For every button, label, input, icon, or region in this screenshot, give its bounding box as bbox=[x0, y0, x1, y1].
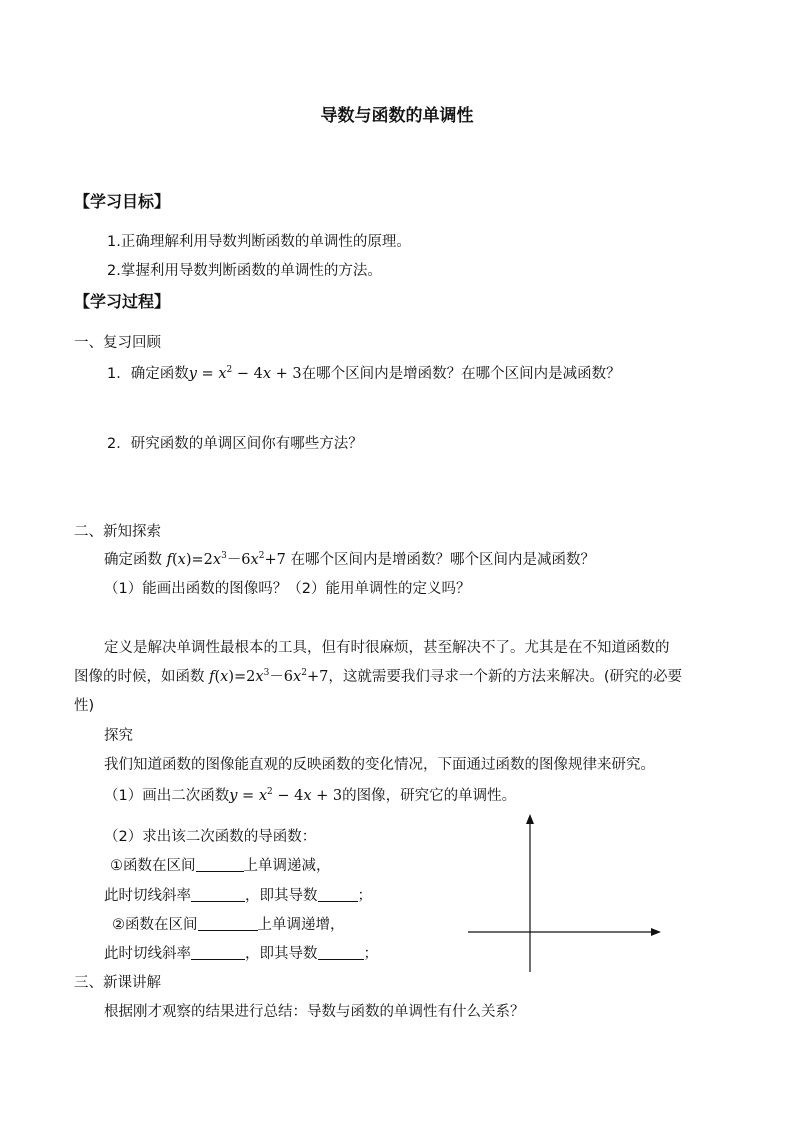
increasing-slope-line: 此时切线斜率 ，即其导数 ； bbox=[104, 946, 378, 962]
definition-paragraph-line-2: 图像的时候，如函数 $f(x)=2x^3-6x^2+7$，这就需要我们寻求一个新的方法来解决。(研究的必要 bbox=[74, 668, 682, 685]
review-q1-formula: $y = x^2 - 4x + 3$ bbox=[188, 365, 302, 382]
slope-blank[interactable] bbox=[191, 944, 245, 960]
explore-formula: $f(x)=2x^3-6x^2+7$ bbox=[166, 551, 286, 568]
derivative-blank[interactable] bbox=[318, 944, 364, 960]
coordinate-axes bbox=[460, 812, 670, 977]
review-q1-suffix: 在哪个区间内是增函数？在哪个区间内是减函数？ bbox=[301, 366, 621, 382]
decreasing-slope-line: 此时切线斜率 ，即其导数 ； bbox=[104, 888, 372, 904]
task-2: （2）求出该二次函数的导函数： bbox=[104, 829, 317, 845]
review-q1-prefix: 1．确定函数 bbox=[107, 366, 189, 382]
x-axis-arrow-icon bbox=[651, 928, 661, 936]
decreasing-line: ①函数在区间 上单调递减， bbox=[110, 858, 331, 874]
y-axis-arrow-icon bbox=[526, 814, 534, 824]
explore-line-2: （1）能画出函数的图像吗？（2）能用单调性的定义吗？ bbox=[104, 581, 471, 597]
definition-paragraph-line-3: 性) bbox=[74, 698, 95, 714]
paragraph-formula: $f(x)=2x^3-6x^2+7$ bbox=[209, 668, 329, 685]
interval-blank[interactable] bbox=[198, 915, 258, 931]
task1-formula: $y = x^2 - 4x + 3$ bbox=[229, 787, 343, 804]
learning-process-heading: 【学习过程】 bbox=[74, 292, 171, 311]
interval-blank[interactable] bbox=[196, 856, 244, 872]
review-question-1 bbox=[107, 364, 621, 384]
derivative-blank[interactable] bbox=[318, 886, 358, 902]
lecture-text: 根据刚才观察的结果进行总结：导数与函数的单调性有什么关系？ bbox=[104, 1004, 525, 1020]
increasing-line: ②函数在区间 上单调递增， bbox=[112, 917, 345, 933]
probe-text: 我们知道函数的图像能直观的反映函数的变化情况，下面通过函数的图像规律来研究。 bbox=[104, 757, 655, 773]
definition-paragraph-line-1: 定义是解决单调性最根本的工具，但有时很麻烦，甚至解决不了。尤其是在不知道函数的 bbox=[104, 640, 670, 656]
task-1: （1）画出二次函数$y = x^2 - 4x + 3$的图像，研究它的单调性。 bbox=[104, 787, 517, 804]
explore-line-1: 确定函数 $f(x)=2x^3-6x^2+7$ 在哪个区间内是增函数？哪个区间内是减函数？ bbox=[104, 551, 595, 568]
page-title: 导数与函数的单调性 bbox=[320, 106, 474, 126]
goal-item-1: 1.正确理解利用导数判断函数的单调性的原理。 bbox=[107, 234, 411, 250]
explore-heading: 二、新知探索 bbox=[74, 524, 161, 540]
review-question-2: 2．研究函数的单调区间你有哪些方法？ bbox=[107, 436, 363, 452]
goal-item-2: 2.掌握利用导数判断函数的单调性的方法。 bbox=[107, 263, 382, 279]
probe-heading: 探究 bbox=[104, 728, 133, 744]
lecture-heading: 三、新课讲解 bbox=[74, 975, 161, 991]
review-heading: 一、复习回顾 bbox=[74, 335, 161, 351]
slope-blank[interactable] bbox=[191, 886, 245, 902]
learning-goals-heading: 【学习目标】 bbox=[74, 192, 171, 211]
